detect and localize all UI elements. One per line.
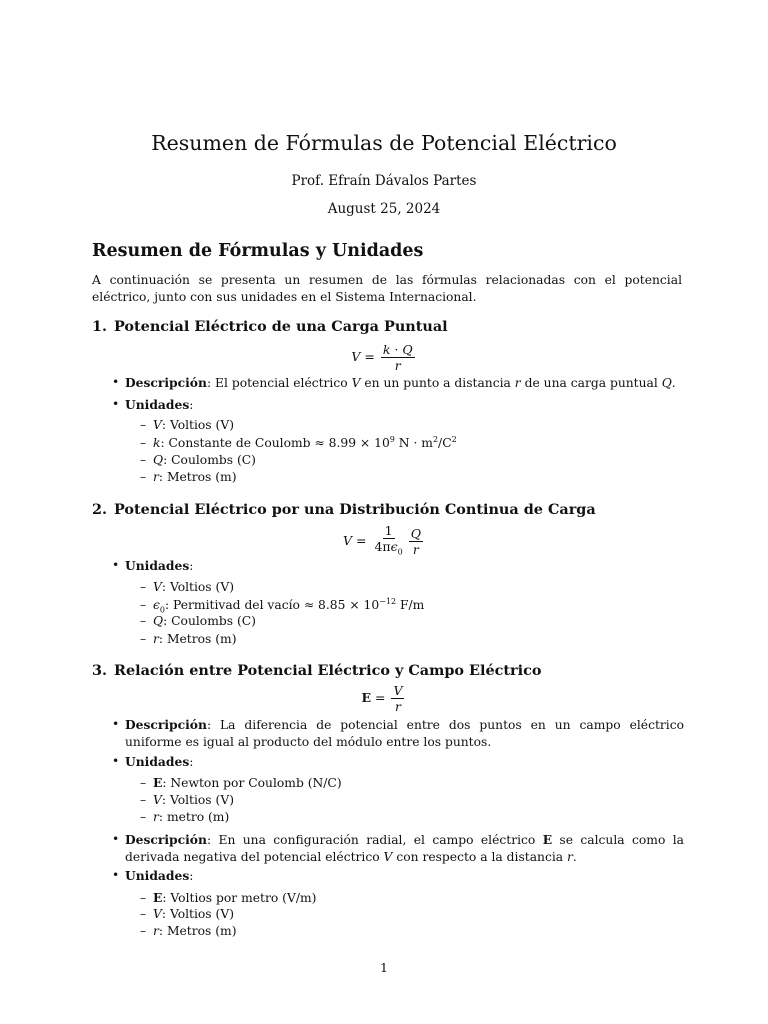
unit-item: – r: Metros (m) [140,632,237,646]
section-1-heading [92,318,448,335]
list-item: • Descripción: En una configuración radial, el campo eléctrico E se calcula como la derivada negativa del potencial eléctrico V con respecto a la distancia r. [112,832,684,864]
equation-continuous-distribution: V = $\frac{1}{4\pi\epsilon_0}$ $\frac{Q}{r}$ [343,523,421,557]
section-number: 2. [92,501,108,518]
equation-point-charge: V = $\frac{k \cdot Q}{r}$ [351,342,413,373]
section-number: 1. [92,318,108,335]
summary-heading: Resumen de Fórmulas y Unidades [92,241,424,261]
document-author: Prof. Efraín Dávalos Partes [291,173,477,189]
section-title: Relación entre Potencial Eléctrico y Campo Eléctrico [114,662,542,679]
page-number: 1 [380,960,388,975]
section-title: Potencial Eléctrico de una Carga Puntual [114,318,448,335]
unit-item: – k: Constante de Coulomb ≈ $8.99 \times 10^9$ $N \cdot m^2/C^2$ [140,435,457,451]
unit-item: – E: Newton por Coulomb (N/C) [140,775,342,790]
unit-item: – r: metro (m) [140,810,230,824]
bullet-icon: • [112,375,120,389]
unit-item: – V: Voltios (V) [140,793,235,807]
bullet-icon: • [112,558,120,572]
section-3-heading [92,662,541,679]
unit-item: – Q: Coulombs (C) [140,453,256,467]
unit-item: – E: Voltios por metro (V/m) [140,890,317,905]
unit-item: – V: Voltios (V) [140,418,235,432]
unit-item: – Q: Coulombs (C) [140,614,256,628]
bullet-icon: • [112,832,120,846]
section-number: 3. [92,662,108,679]
bullet-icon: • [112,754,120,768]
bullet-icon: • [112,868,120,882]
equation-field-potential: E = $\frac{V}{r}$ [361,683,403,714]
list-item: • Descripción: La diferencia de potencial entre dos puntos en un campo eléctrico uniforme es igual al producto del módulo entre los puntos. [112,717,684,749]
unit-item: – $\epsilon_0$: Permitivad del vacío ≈ $8.85 \times 10^{-12}$ F/m [140,597,425,615]
intro-paragraph: A continuación se presenta un resumen de las fórmulas relacionadas con el potencial eléctrico, junto con sus unidades en el Sistema Internacional. [92,273,682,304]
bullet-icon: • [112,717,120,731]
section-title: Potencial Eléctrico por una Distribución Continua de Carga [114,501,596,518]
unit-item: – r: Metros (m) [140,924,237,938]
unit-item: – r: Metros (m) [140,470,237,484]
unit-item: – V: Voltios (V) [140,907,235,921]
document-page: Resumen de Fórmulas de Potencial Eléctrico Prof. Efraín Dávalos Partes August 25, 2024 Resumen de Fórmulas y Unidades A continuación se presenta un resumen de las fórmulas relacionadas con el potencial eléctrico, junto con sus unidades en el Sistema Internacional. 1. Potencial Eléctrico de una Carga Puntual V = $\frac{k \cdot Q}{r}$ • Descripción: El potencial eléctrico V en un punto a distancia r de una carga puntual Q. • Unidades: – V: Voltios (V) – k: Constante de Coulomb ≈ $8.99 \times 10^9$ $N \cdot m^2/C^2$ – Q: Coulombs (C) – r: Metros (m) 2. Potencial Eléctrico por una Distribución Continua de Carga V = $\frac{1}{4\pi\epsilon_0}$ $\frac{Q}{r}$ • Unidades: – V: Voltios (V) – $\epsilon_0$: Permitivad del vacío ≈ $8.85 \times 10^{-12}$ F/m – Q: Coulombs (C) – r: Metros (m) 3. Relación entre Potencial Eléctrico y Campo Eléctrico E = $\frac{V}{r}$ • Descripción: La diferencia de potencial entre dos puntos en un campo eléctrico uniforme es igual al producto del módulo entre los puntos. • Unidades: – E: Newton por Coulomb (N/C) – V: Voltios (V) – r: metro (m) • Descripción: En una configuración radial, el campo eléctrico E se calcula como la derivada negativa del potencial eléctrico V con respecto a la distancia r. • Unidades: – E: Voltios por metro (V/m) – V: Voltios (V) – r: Metros (m) 1 [0,0,768,1024]
section-2-heading [92,501,596,518]
document-date: August 25, 2024 [327,201,441,217]
unit-item: – V: Voltios (V) [140,580,235,594]
bullet-icon: • [112,397,120,411]
document-title: Resumen de Fórmulas de Potencial Eléctrico [151,131,617,155]
